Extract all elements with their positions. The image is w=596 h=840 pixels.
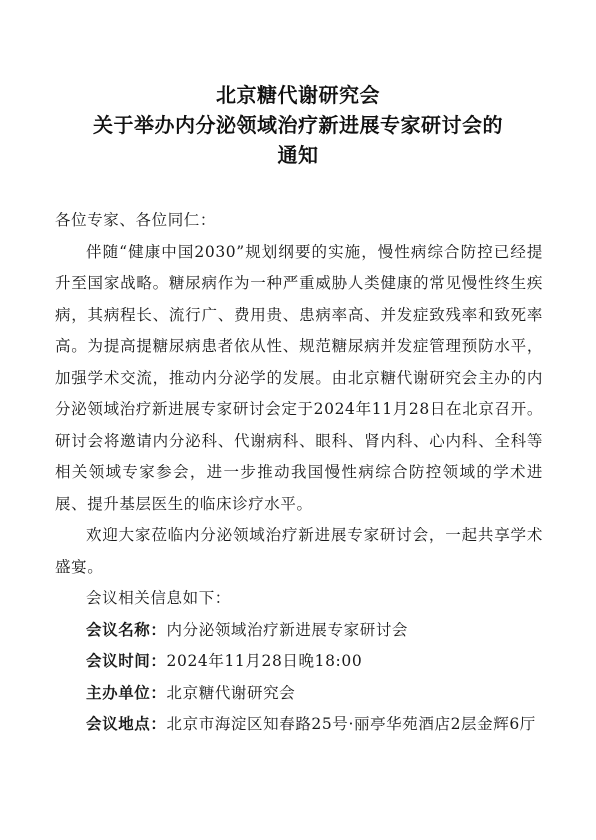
info-value: 2024年11月28日晚18:00: [166, 652, 363, 670]
paragraph-intro: 伴随“健康中国2030”规划纲要的实施，慢性病综合防控已经提升至国家战略。糖尿病作为一种严重威胁人类健康的常见慢性终生疾病，其病程长、流行广、费用贵、患病率高、并发症致残率和致死率高。为提高提糖尿病患者依从性、规范糖尿病并发症管理预防水平，加强学术交流，推动内分泌学的发展。由北京糖代谢研究会主办的内分泌领域治疗新进展专家研讨会定于2024年11月28日在北京召开。研讨会将邀请内分泌科、代谢病科、眼科、肾内科、心内科、全科等相关领域专家参会，进一步推动我国慢性病综合防控领域的学术进展、提升基层医生的临床诊疗水平。: [55, 242, 543, 513]
info-label: 会议名称：: [86, 620, 167, 639]
document-title: [0, 80, 596, 170]
title-organization: 北京糖代谢研究会: [216, 83, 380, 107]
info-value: 内分泌领域治疗新进展专家研讨会: [166, 620, 409, 639]
info-location: [55, 709, 543, 741]
title-subject: 关于举办内分泌领域治疗新进展专家研讨会的: [93, 113, 503, 137]
info-meeting-time: [55, 646, 543, 678]
document-body: [55, 205, 543, 741]
info-value: 北京市海淀区知春路25号·丽亭华苑酒店2层金辉6厅: [166, 715, 536, 733]
info-value: 北京糖代谢研究会: [166, 683, 296, 702]
info-label: 主办单位：: [86, 683, 167, 702]
info-label: 会议时间：: [86, 652, 167, 670]
title-notice: 通知: [277, 143, 319, 167]
info-organizer: [55, 678, 543, 710]
paragraph-info-intro: 会议相关信息如下：: [86, 589, 231, 607]
info-label: 会议地点：: [86, 715, 167, 733]
paragraph-welcome: 欢迎大家莅临内分泌领域治疗新进展专家研讨会，一起共享学术盛宴。: [55, 526, 543, 576]
salutation: 各位专家、各位同仁：: [55, 211, 217, 229]
info-meeting-name: [55, 615, 543, 647]
